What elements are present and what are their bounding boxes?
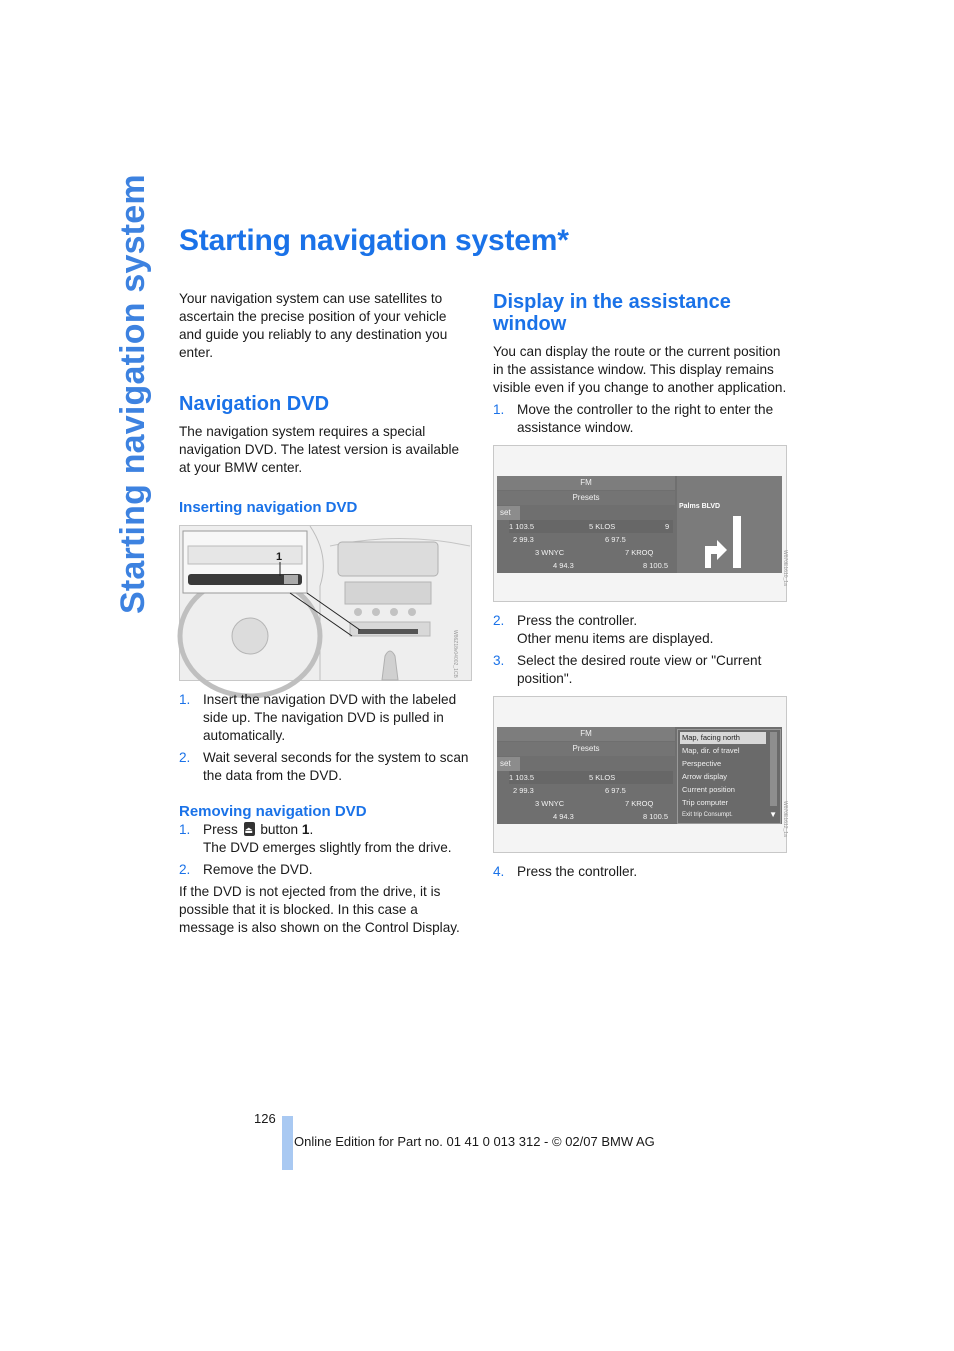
menu-item-perspective[interactable]: Perspective [682, 759, 722, 768]
assistance-window [677, 476, 782, 573]
assistance-screen-figure [493, 445, 787, 602]
menu-item-map-facing-north[interactable]: Map, facing north [680, 732, 766, 744]
assistance-intro: You can display the route or the current position in the assistance window. This display remains visible even if you change to another application. [493, 344, 787, 395]
figure-code: W870E1610_1a [782, 550, 788, 586]
dashboard-illustration [180, 526, 471, 680]
menu-item-map-dir-of-travel[interactable]: Map, dir. of travel [682, 746, 740, 755]
inserting-steps [179, 691, 471, 785]
route-view-menu [677, 729, 781, 824]
menu-item-current-position[interactable]: Current position [682, 785, 735, 794]
page-number: 126 [254, 1111, 276, 1126]
list-item: 1. Press ⏏ button 1. The DVD emerges slightly from the drive. [179, 821, 471, 857]
presets-bar: Presets [497, 491, 675, 505]
menu-item-arrow-display[interactable]: Arrow display [682, 772, 728, 781]
eject-button-icon [244, 822, 255, 836]
control-display [497, 476, 782, 573]
presets-bar: Presets [497, 742, 675, 756]
table-row: 4 94.3 8 100.5 [553, 561, 669, 570]
footer-accent-bar [282, 1116, 293, 1170]
side-tab-section-title: Starting navigation system [114, 174, 152, 614]
table-row: 3 WNYC 7 KROQ [535, 548, 654, 557]
table-row: 2 99.3 6 97.5 [513, 786, 626, 795]
table-row: 2 99.3 6 97.5 [513, 535, 626, 544]
street-label: Palms BLVD [679, 503, 721, 510]
list-item: 2. Press the controller. Other menu items are displayed. [493, 613, 714, 646]
set-label: set [497, 506, 520, 520]
turn-arrow-icon [677, 476, 782, 573]
intro-paragraph: Your navigation system can use satellites to ascertain the precise position of your vehicle and guide you reliably to any destination you enter. [179, 291, 448, 360]
inserting-dvd-heading: Inserting navigation DVD [179, 499, 358, 516]
right-column [493, 291, 787, 885]
menu-scrollbar[interactable] [770, 732, 777, 806]
list-item: 2. Wait several seconds for the system to scan the data from the DVD. [179, 750, 469, 783]
page-title: Starting navigation system* [179, 224, 569, 257]
band-bar: FM [497, 476, 675, 490]
assistance-steps-a [493, 401, 787, 437]
assistance-window-heading: Display in the assistance window [493, 291, 731, 335]
control-display [497, 727, 782, 824]
closing-paragraph: If the DVD is not ejected from the drive, it is possible that it is blocked. In this case a message is also shown on the Control Display. [179, 884, 460, 935]
table-row: 1 103.5 5 KLOS 9 [509, 520, 673, 533]
assistance-steps-c [493, 863, 787, 881]
left-column [179, 290, 471, 941]
menu-item-trip-computer[interactable]: Trip computer [682, 798, 728, 807]
navigation-dvd-heading: Navigation DVD [179, 393, 330, 415]
list-item: 2. Remove the DVD. [179, 862, 313, 877]
list-item: 1. Move the controller to the right to enter the assistance window. [493, 402, 774, 435]
route-view-menu-figure [493, 696, 787, 853]
figure-code: W870E1612_1a [782, 801, 788, 837]
navigation-dvd-text: The navigation system requires a special navigation DVD. The latest version is available at your BMW center. [179, 424, 460, 475]
set-label: set [497, 757, 520, 771]
list-item: 3. Select the desired route view or "Current position". [493, 653, 762, 686]
chevron-down-icon: ▼ [769, 810, 777, 819]
removing-steps [179, 821, 471, 879]
table-row: 1 103.5 5 KLOS [509, 771, 673, 784]
removing-dvd-heading: Removing navigation DVD [179, 803, 367, 820]
table-row: 4 94.3 8 100.5 [553, 812, 669, 821]
figure-code: W86Z18v04002_1CB [452, 630, 458, 678]
menu-item-partial: Exit trip Consumpt. [682, 812, 733, 818]
list-item: 1. Insert the navigation DVD with the labeled side up. The navigation DVD is pulled in automatically. [179, 692, 457, 743]
list-item: 4. Press the controller. [493, 864, 638, 879]
table-row: 3 WNYC 7 KROQ [535, 799, 654, 808]
dashboard-dvd-figure [179, 525, 472, 681]
footer-edition-text: Online Edition for Part no. 01 41 0 013 312 - © 02/07 BMW AG [294, 1134, 655, 1149]
assistance-steps-b [493, 612, 787, 688]
band-bar: FM [497, 727, 675, 741]
figure-callout-1: 1 [276, 551, 283, 563]
